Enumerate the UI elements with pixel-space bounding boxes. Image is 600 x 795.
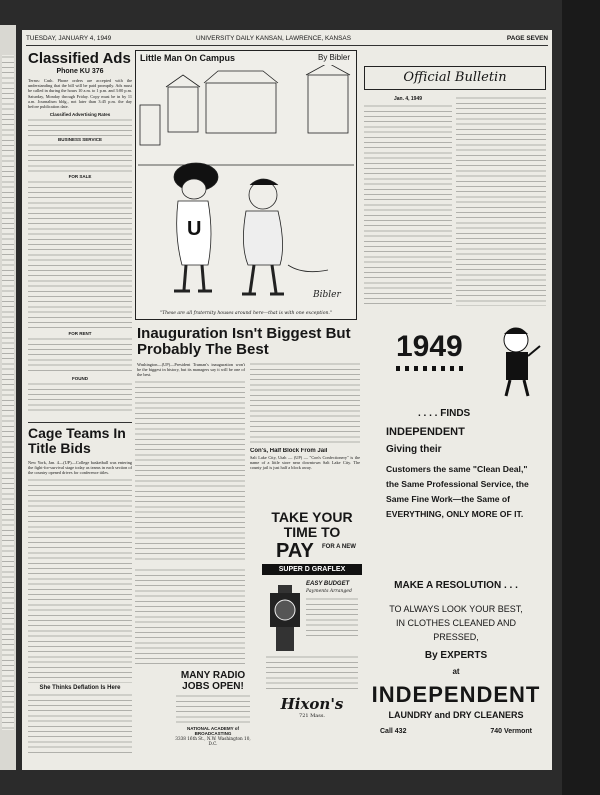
graflex-line2: TIME TO (283, 524, 341, 540)
inauguration-col1 (135, 362, 245, 562)
page-header (26, 34, 548, 46)
inauguration-headline: Inauguration Isn't Biggest But Probably The Best (137, 326, 351, 358)
ad-promise: TO ALWAYS LOOK YOUR BEST, IN CLOTHES CLEANED AND PRESSED, (389, 604, 523, 642)
cage-lead: New York, Jan. 4—(UP)—College basketball was entering the fight-for-survival stage today as teams in each section of the country opened drives for conference titles. (28, 460, 132, 476)
graflex-copy-b (266, 655, 358, 693)
graflex-for-new: FOR A NEW (322, 544, 356, 550)
bulletin-title: Official Bulletin (403, 70, 507, 85)
inauguration-col2 (250, 362, 360, 447)
inauguration-lead: Washington—(UP)—President Truman's inauguration won't be the biggest in history, but its managers say it will be one of the best. (137, 362, 245, 378)
header-date: TUESDAY, JANUARY 4, 1949 (26, 35, 112, 42)
ad-finds: . . . . FINDS (418, 408, 471, 419)
header-page-number: PAGE SEVEN (506, 35, 548, 42)
bulletin-header (364, 66, 546, 90)
ad-body: Customers the same "Clean Deal," the Same Professional Service, the Same Fine Work—the Same of EVERYTHING, ONLY MORE OF IT. (386, 464, 529, 519)
cartoon-caption: "These are all fraternity houses around here—that is with one exception." (159, 311, 332, 316)
ad-phone: Call 432 (380, 728, 407, 735)
mascot-icon (490, 322, 544, 402)
previous-page-edge (0, 25, 16, 770)
ad-company-sub: LAUNDRY and DRY CLEANERS (388, 710, 524, 720)
cage-teams-article (28, 426, 132, 766)
divider (28, 422, 132, 423)
deflation-body-text (28, 693, 132, 753)
bulletin-col2 (456, 96, 546, 316)
cons-headline: Con's, Half Block From Jail (250, 448, 328, 454)
newspaper-page (22, 30, 552, 770)
header-paper-name: UNIVERSITY DAILY KANSAN, LAWRENCE, KANSAS (196, 35, 351, 42)
radio-address: 3338 16th St., N.W. Washington 10, D.C. (175, 736, 251, 746)
ad-company-name: INDEPENDENT (371, 682, 541, 707)
found-listings (28, 382, 132, 412)
drips (396, 366, 466, 371)
cartoon-illustration (138, 65, 354, 305)
bulletin-col2-text (456, 96, 546, 306)
inauguration-col1b (135, 568, 245, 668)
graflex-line1: TAKE YOUR (271, 510, 353, 525)
graflex-address: 721 Mass. (299, 713, 325, 719)
scan-edge (562, 0, 600, 795)
category-for-rent: FOR RENT (68, 331, 92, 337)
independent-ad (366, 322, 546, 767)
bulletin-col1-text (364, 104, 452, 304)
ad-giving-their: Giving their (386, 444, 442, 455)
graflex-ad (262, 510, 362, 765)
svg-text:U: U (187, 218, 202, 240)
graflex-payments: Payments Arranged (306, 589, 352, 594)
radio-school: NATIONAL ACADEMY of BROADCASTING (186, 726, 240, 736)
bulletin-col1 (364, 96, 452, 316)
cartoon-panel (135, 50, 357, 320)
inauguration-col2-text (250, 362, 360, 447)
category-business-service: BUSINESS SERVICE (58, 137, 102, 143)
classified-phone: Phone KU 376 (56, 68, 104, 75)
business-service-listings (28, 143, 132, 173)
cartoon-byline: By Bibler (317, 53, 350, 62)
rates-table (28, 118, 132, 136)
cage-headline: Cage Teams In Title Bids (28, 426, 126, 456)
category-found: FOUND (72, 376, 88, 382)
ad-independent-line: INDEPENDENT (386, 426, 465, 438)
rates-title: Classified Advertising Rates (49, 112, 111, 118)
deflation-subhead: She Thinks Deflation Is Here (39, 684, 121, 691)
radio-headline: MANY RADIO JOBS OPEN! (180, 670, 246, 692)
cons-article (250, 448, 360, 508)
bulletin-date: Jan. 4, 1949 (393, 96, 423, 102)
ad-year: 1949 (396, 330, 463, 363)
inauguration-body-text-cont (135, 568, 245, 668)
ad-resolution: MAKE A RESOLUTION . . . (394, 580, 518, 591)
classified-ads-column (28, 50, 132, 420)
for-rent-listings (28, 337, 132, 375)
inauguration-body-text (135, 380, 245, 562)
radio-jobs-ad (172, 670, 254, 765)
svg-text:Bibler: Bibler (313, 290, 341, 300)
classified-title: Classified Ads (28, 50, 131, 67)
cons-body: Salt Lake City, Utah — (UP) — "Con's Confectionery" is the name of a little store near downtown Salt Lake City. The county jail is just half a block away. (250, 455, 360, 471)
ad-experts: By EXPERTS (424, 650, 488, 661)
ad-at: at (452, 667, 460, 676)
cartoon-title: Little Man On Campus (140, 53, 236, 63)
graflex-copy-a (306, 597, 358, 637)
category-for-sale: FOR SALE (68, 174, 92, 180)
graflex-product: SUPER D GRAFLEX (262, 564, 362, 575)
classified-terms: Terms: Cash. Phone orders are accepted with the understanding that the bill will be paid promptly. Ads must be called in during the hours 10 a.m. to 1 p.m. and 3:00 p.m. Saturday, Monday through Friday. Copy must be in by 11 a.m. Journalism bldg., not later than 3:45 p.m. the day before publication date. (28, 78, 132, 110)
graflex-pay: PAY (276, 540, 314, 562)
ad-address: 740 Vermont (490, 728, 532, 735)
graflex-easy-budget: EASY BUDGET (306, 581, 350, 587)
graflex-store: Hixon's (280, 695, 344, 713)
camera-icon (266, 583, 304, 653)
radio-body-text (176, 694, 250, 724)
cage-body-text (28, 478, 132, 683)
for-sale-listings (28, 180, 132, 330)
